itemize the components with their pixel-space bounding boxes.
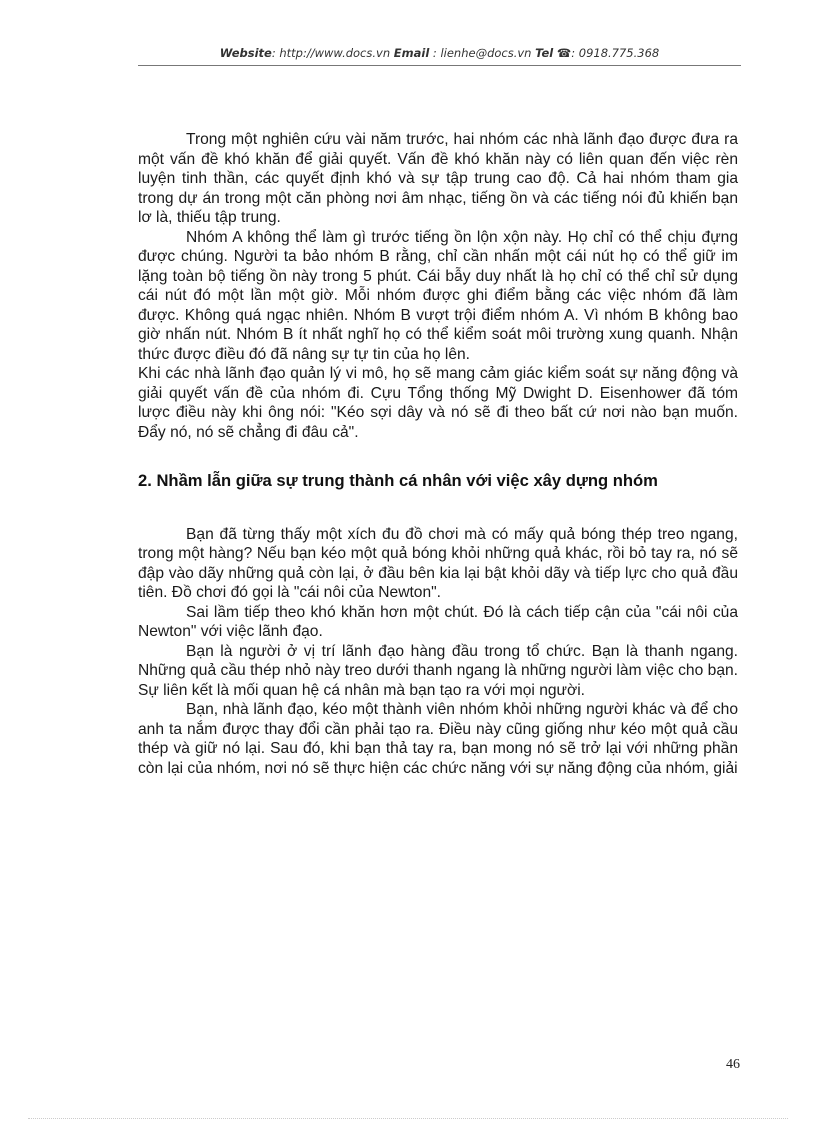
paragraph-1: Trong một nghiên cứu vài năm trước, hai nhóm các nhà lãnh đạo được đưa ra một vấn đề khó khăn để giải quyết. Vấn đề khó khăn này có liên quan đến việc rèn luyện tinh thần, các quyết định khó và sự tập trung cao độ. Cả hai nhóm tham gia trong dự án trong một căn phòng nơi âm nhạc, tiếng ồn và các tiếng nói đủ khiến bạn lơ là, thiếu tập trung. [138, 131, 738, 226]
website-label: Website [219, 46, 272, 60]
footer-divider [28, 1118, 788, 1119]
tel-value: : 0918.775.368 [571, 46, 660, 60]
section-heading: 2. Nhầm lẫn giữa sự trung thành cá nhân với việc xây dựng nhóm [138, 471, 658, 490]
phone-icon: ☎ [556, 46, 572, 60]
website-value: : http://www.docs.vn [271, 46, 394, 60]
paragraph-7: Bạn, nhà lãnh đạo, kéo một thành viên nhóm khỏi những người khác và để cho anh ta nắm được thay đổi cần phải tạo ra. Điều này cũng giống như kéo một quả cầu thép và giữ nó lại. Sau đó, khi bạn thả tay ra, bạn mong nó sẽ trở lại với những phần còn lại của nhóm, nơi nó sẽ thực hiện các chức năng với sự năng động của nhóm, giải [138, 701, 738, 777]
paragraph-4: Bạn đã từng thấy một xích đu đồ chơi mà có mấy quả bóng thép treo ngang, trong một hàng? Nếu bạn kéo một quả bóng khỏi những quả khác, rồi bỏ tay ra, nó sẽ đập vào dãy những quả còn lại, ở đầu bên kia lại bật khỏi dãy và tiếp lực cho quả đầu tiên. Đồ chơi đó gọi là "cái nôi của Newton". [138, 525, 738, 601]
email-label: Email [393, 46, 430, 60]
email-value: : lienhe@docs.vn [429, 46, 536, 60]
paragraph-6: Bạn là người ở vị trí lãnh đạo hàng đầu trong tổ chức. Bạn là thanh ngang. Những quả cầu thép nhỏ này treo dưới thanh ngang là những người làm việc cho bạn. Sự liên kết là mối quan hệ cá nhân mà bạn tạo ra với mọi người. [138, 642, 738, 699]
page-header [138, 46, 741, 60]
page-body [138, 130, 738, 778]
paragraph-2: Nhóm A không thể làm gì trước tiếng ồn lộn xộn này. Họ chỉ có thể chịu đựng được chúng. Người ta bảo nhóm B rằng, chỉ cần nhấn một cái nút họ có thể giữ im lặng toàn bộ tiếng ồn này trong 5 phút. Cái bẫy duy nhất là họ chỉ có thể chỉ sử dụng cái nút đó một lần một giờ. Mỗi nhóm được ghi điểm bằng các việc nhóm đã làm được. Không quá ngạc nhiên. Nhóm B vượt trội điểm nhóm A. Vì nhóm B không bao giờ nhấn nút. Nhóm B ít nhất nghĩ họ có thể kiểm soát môi trường xung quanh. Nhận thức được điều đó đã nâng sự tự tin của họ lên. [138, 228, 738, 363]
paragraph-3: Khi các nhà lãnh đạo quản lý vi mô, họ sẽ mang cảm giác kiểm soát sự năng động và giải quyết vấn đề của nhóm đi. Cựu Tổng thống Mỹ Dwight D. Eisenhower đã tóm lược điều này khi ông nói: "Kéo sợi dây và nó sẽ đi theo bất cứ nơi nào bạn muốn. Đẩy nó, nó sẽ chẳng đi đâu cả". [138, 365, 738, 441]
tel-label: Tel [535, 46, 554, 60]
paragraph-5: Sai lầm tiếp theo khó khăn hơn một chút. Đó là cách tiếp cận của "cái nôi của Newton" với việc lãnh đạo. [138, 603, 738, 640]
header-divider [138, 65, 741, 66]
page-number: 46 [726, 1057, 740, 1072]
